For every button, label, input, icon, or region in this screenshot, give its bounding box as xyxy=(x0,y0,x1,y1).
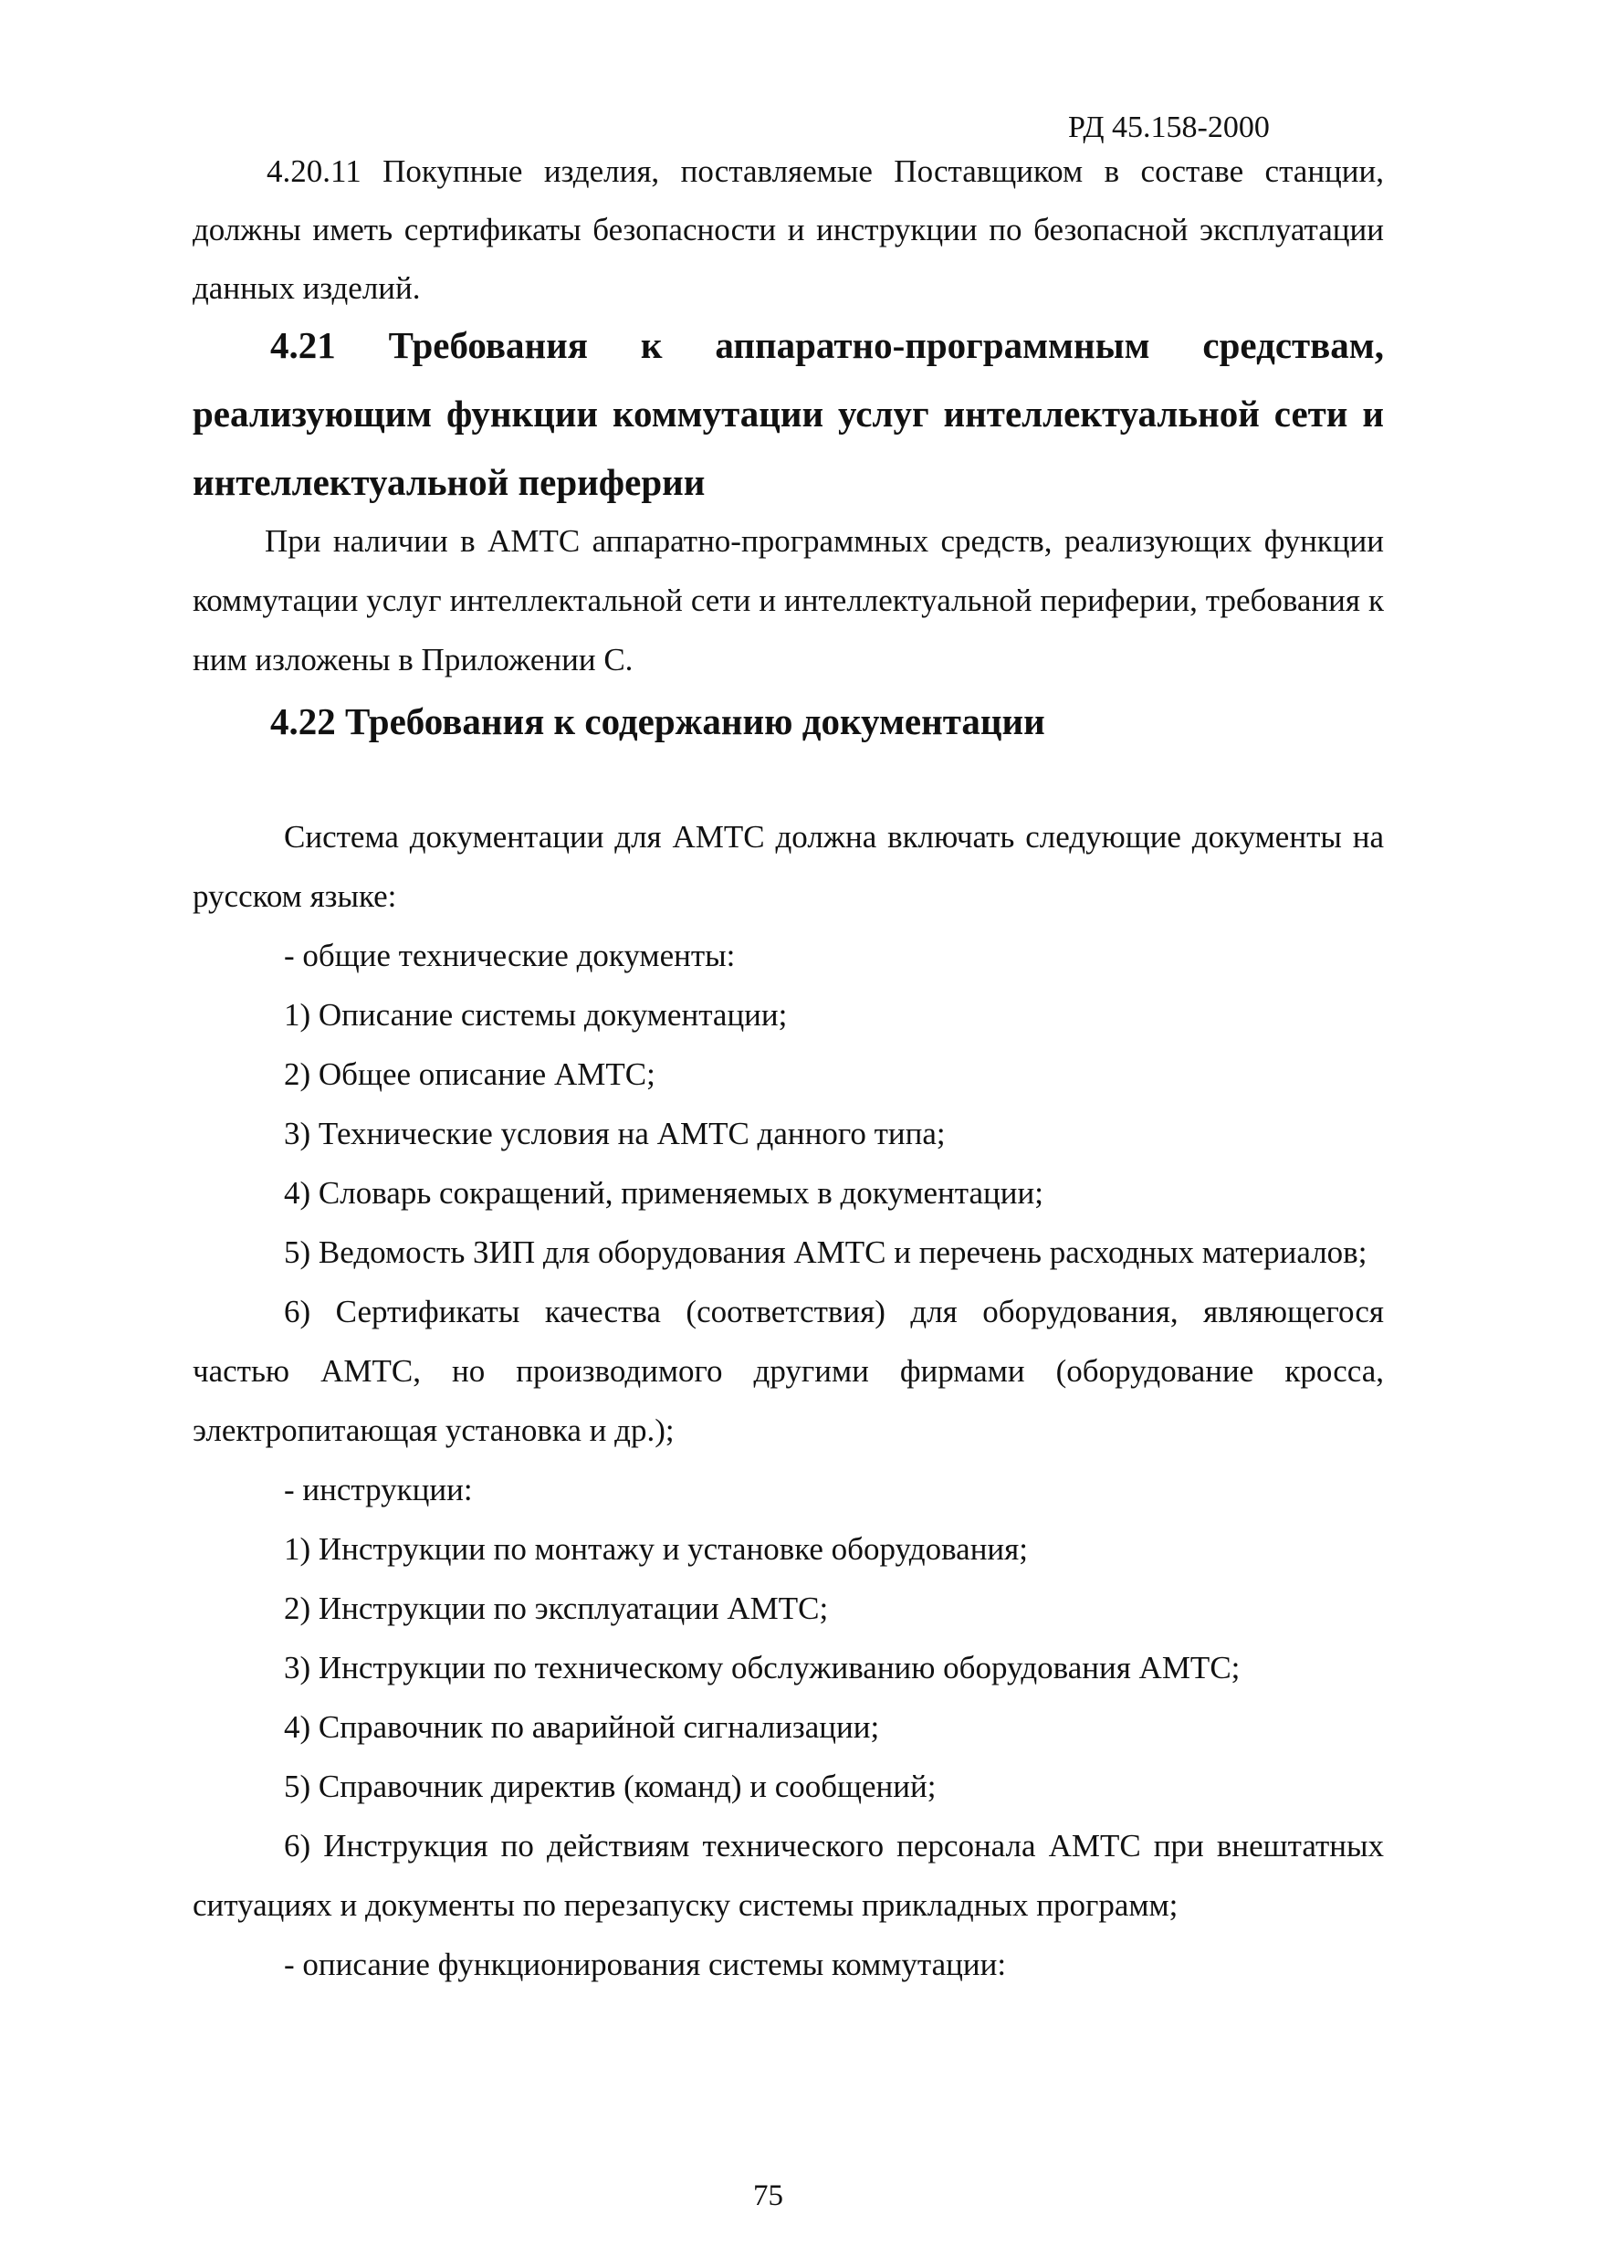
paragraph-line: Система документации для АМТС должна включать следующие документы на xyxy=(284,819,1384,855)
list-item: 1) Описание системы документации; xyxy=(284,997,788,1033)
list-label: - описание функционирования системы коммутации: xyxy=(284,1947,1007,1982)
list-label: - инструкции: xyxy=(284,1472,473,1507)
paragraph-line: 4.20.11 Покупные изделия, поставляемые Поставщиком в составе станции, xyxy=(267,153,1384,189)
page-number: 75 xyxy=(753,2179,783,2212)
list-label: - общие технические документы: xyxy=(284,938,736,973)
list-item: 5) Ведомость ЗИП для оборудования АМТС и перечень расходных материалов; xyxy=(284,1234,1367,1270)
list-item: электропитающая установка и др.); xyxy=(193,1412,675,1448)
list-item: 1) Инструкции по монтажу и установке оборудования; xyxy=(284,1531,1028,1567)
paragraph-line: данных изделий. xyxy=(193,270,421,306)
section-heading: интеллектуальной периферии xyxy=(193,461,706,503)
list-item: 4) Справочник по аварийной сигнализации; xyxy=(284,1709,880,1745)
list-item: 4) Словарь сокращений, применяемых в документации; xyxy=(284,1175,1043,1211)
paragraph-line: русском языке: xyxy=(193,878,397,914)
paragraph-line: коммутации услуг интеллектальной сети и интеллектуальной периферии, требования к xyxy=(193,583,1384,618)
list-item: 5) Справочник директив (команд) и сообщений; xyxy=(284,1769,937,1804)
list-item: частью АМТС, но производимого другими фирмами (оборудование кросса, xyxy=(193,1353,1384,1389)
list-item: 3) Технические условия на АМТС данного типа; xyxy=(284,1116,946,1151)
paragraph-line: При наличии в АМТС аппаратно-программных средств, реализующих функции xyxy=(265,523,1384,559)
document-code: РД 45.158-2000 xyxy=(1068,110,1270,144)
list-item: ситуациях и документы по перезапуску системы прикладных программ; xyxy=(193,1887,1179,1923)
section-heading: реализующим функции коммутации услуг интеллектуальной сети и xyxy=(193,393,1384,435)
section-heading: 4.21 Требования к аппаратно-программным средствам, xyxy=(270,324,1384,366)
list-item: 2) Инструкции по эксплуатации АМТС; xyxy=(284,1591,829,1626)
list-item: 6) Сертификаты качества (соответствия) для оборудования, являющегося xyxy=(284,1294,1384,1329)
list-item: 6) Инструкция по действиям технического персонала АМТС при внештатных xyxy=(284,1828,1384,1864)
paragraph-line: должны иметь сертификаты безопасности и инструкции по безопасной эксплуатации xyxy=(193,212,1384,247)
section-heading: 4.22 Требования к содержанию документации xyxy=(270,700,1045,742)
paragraph-line: ним изложены в Приложении С. xyxy=(193,642,634,677)
list-item: 2) Общее описание АМТС; xyxy=(284,1056,655,1092)
list-item: 3) Инструкции по техническому обслуживанию оборудования АМТС; xyxy=(284,1650,1241,1685)
